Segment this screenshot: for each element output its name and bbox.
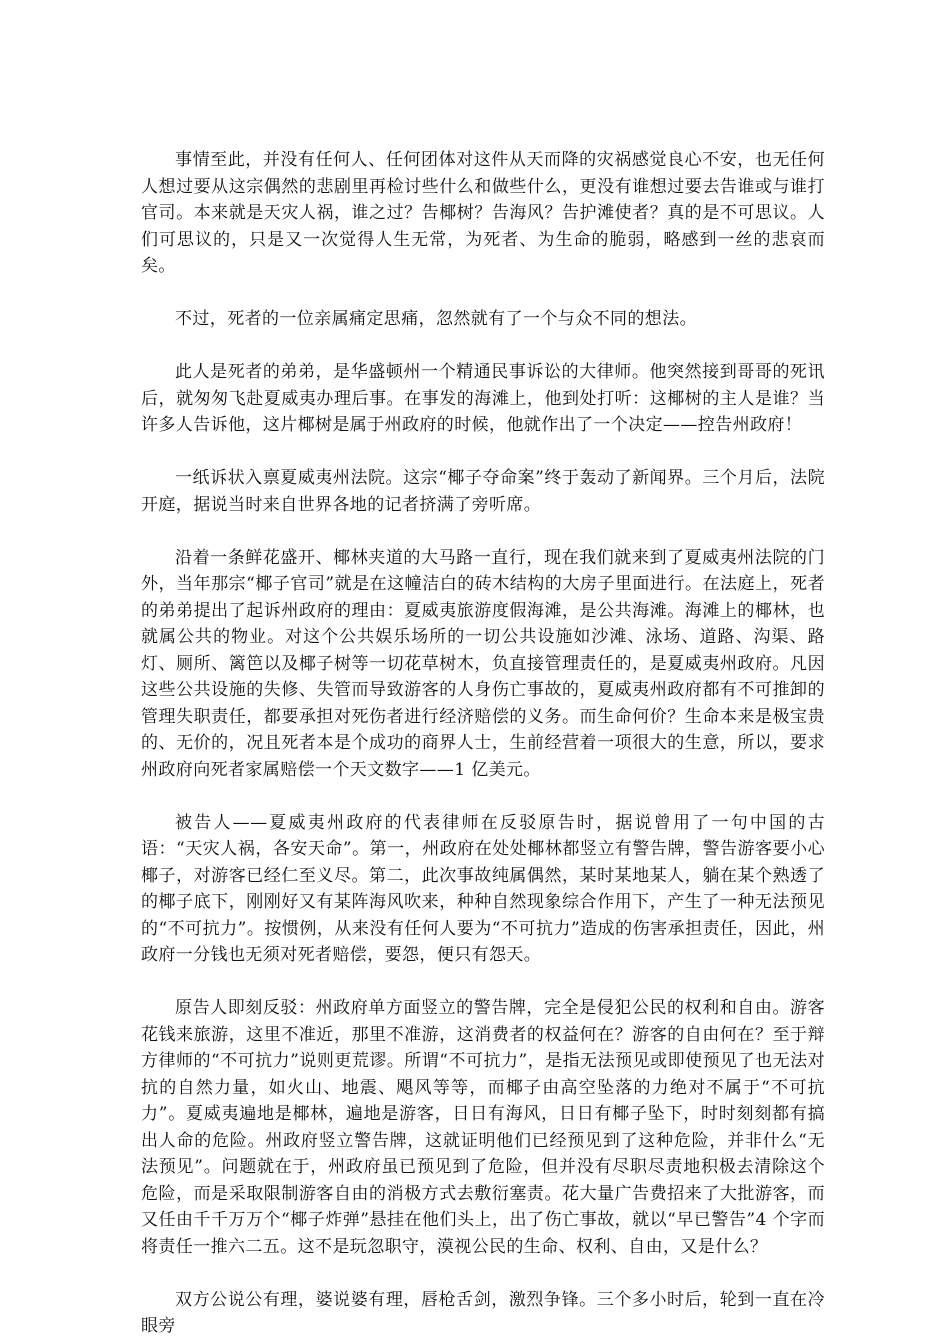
paragraph-8: 双方公说公有理，婆说婆有理，唇枪舌剑，激烈争锋。三个多小时后，轮到一直在冷眼旁 [141, 1289, 825, 1336]
paragraph-1: 事情至此，并没有任何人、任何团体对这件从天而降的灾祸感觉良心不安，也无任何人想过要从这宗偶然的悲剧里再检讨些什么和做些什么，更没有谁想过要去告谁或与谁打官司。本来就是天灾人祸，谁之过？告椰树？告海风？告护滩使者？真的是不可思议。人们可思议的，只是又一次觉得人生无常，为死者、为生命的脆弱，略感到一丝的悲哀而矣。 [141, 150, 825, 276]
paragraph-5: 沿着一条鲜花盛开、椰林夹道的大马路一直行，现在我们就来到了夏威夷州法院的门外，当年那宗“椰子官司”就是在这幢洁白的砖木结构的大房子里面进行。在法庭上，死者的弟弟提出了起诉州政府的理由：夏威夷旅游度假海滩，是公共海滩。海滩上的椰林，也就属公共的物业。对这个公共娱乐场所的一切公共设施如沙滩、泳场、道路、沟渠、路灯、厕所、篱笆以及椰子树等一切花草树木，负直接管理责任的，是夏威夷州政府。凡因这些公共设施的失修、失管而导致游客的人身伤亡事故的，夏威夷州政府都有不可推卸的管理失职责任，都要承担对死伤者进行经济赔偿的义务。而生命何价？生命本来是极宝贵的、无价的，况且死者本是个成功的商界人士，生前经营着一项很大的生意，所以，要求州政府向死者家属赔偿一个天文数字——1 亿美元。 [141, 547, 825, 780]
paragraph-6: 被告人——夏威夷州政府的代表律师在反驳原告时，据说曾用了一句中国的古语：“天灾人祸，各安天命”。第一，州政府在处处椰林都竖立有警告牌，警告游客要小心椰子，对游客已经仁至义尽。第二，此次事故纯属偶然，某时某地某人，躺在某个熟透了的椰子底下，刚刚好又有某阵海风吹来，种种自然现象综合作用下，产生了一种无法预见的“不可抗力”。按惯例，从来没有任何人要为“不可抗力”造成的伤害承担责任，因此，州政府一分钱也无须对死者赔偿，要怨，便只有怨天。 [141, 812, 825, 965]
paragraph-7: 原告人即刻反驳：州政府单方面竖立的警告牌，完全是侵犯公民的权利和自由。游客花钱来旅游，这里不准近，那里不准游，这消费者的权益何在？游客的自由何在？至于辩方律师的“不可抗力”说则更荒谬。所谓“不可抗力”，是指无法预见或即使预见了也无法对抗的自然力量，如火山、地震、飓风等等，而椰子由高空坠落的力绝对不属于“不可抗力”。夏威夷遍地是椰林，遍地是游客，日日有海风，日日有椰子坠下，时时刻刻都有搞出人命的危险。州政府竖立警告牌，这就证明他们已经预见到了这种危险，并非什么“无法预见”。问题就在于，州政府虽已预见到了危险，但并没有尽职尽责地积极去清除这个危险，而是采取限制游客自由的消极方式去敷衍塞责。花大量广告费招来了大批游客，而又任由千千万万个“椰子炸弹”悬挂在他们头上，出了伤亡事故，就以“早已警告”4 个字而将责任一推六二五。这不是玩忽职守，漠视公民的生命、权利、自由，又是什么？ [141, 998, 825, 1257]
paragraph-4: 一纸诉状入禀夏威夷州法院。这宗“椰子夺命案”终于轰动了新闻界。三个月后，法院开庭，据说当时来自世界各地的记者挤满了旁听席。 [141, 468, 825, 515]
document-body [141, 147, 825, 1340]
paragraph-3: 此人是死者的弟弟，是华盛顿州一个精通民事诉讼的大律师。他突然接到哥哥的死讯后，就匆匆飞赴夏威夷办理后事。在事发的海滩上，他到处打听：这椰树的主人是谁？当许多人告诉他，这片椰树是属于州政府的时候，他就作出了一个决定——控告州政府！ [141, 362, 825, 435]
paragraph-2: 不过，死者的一位亲属痛定思痛，忽然就有了一个与众不同的想法。 [175, 309, 697, 329]
